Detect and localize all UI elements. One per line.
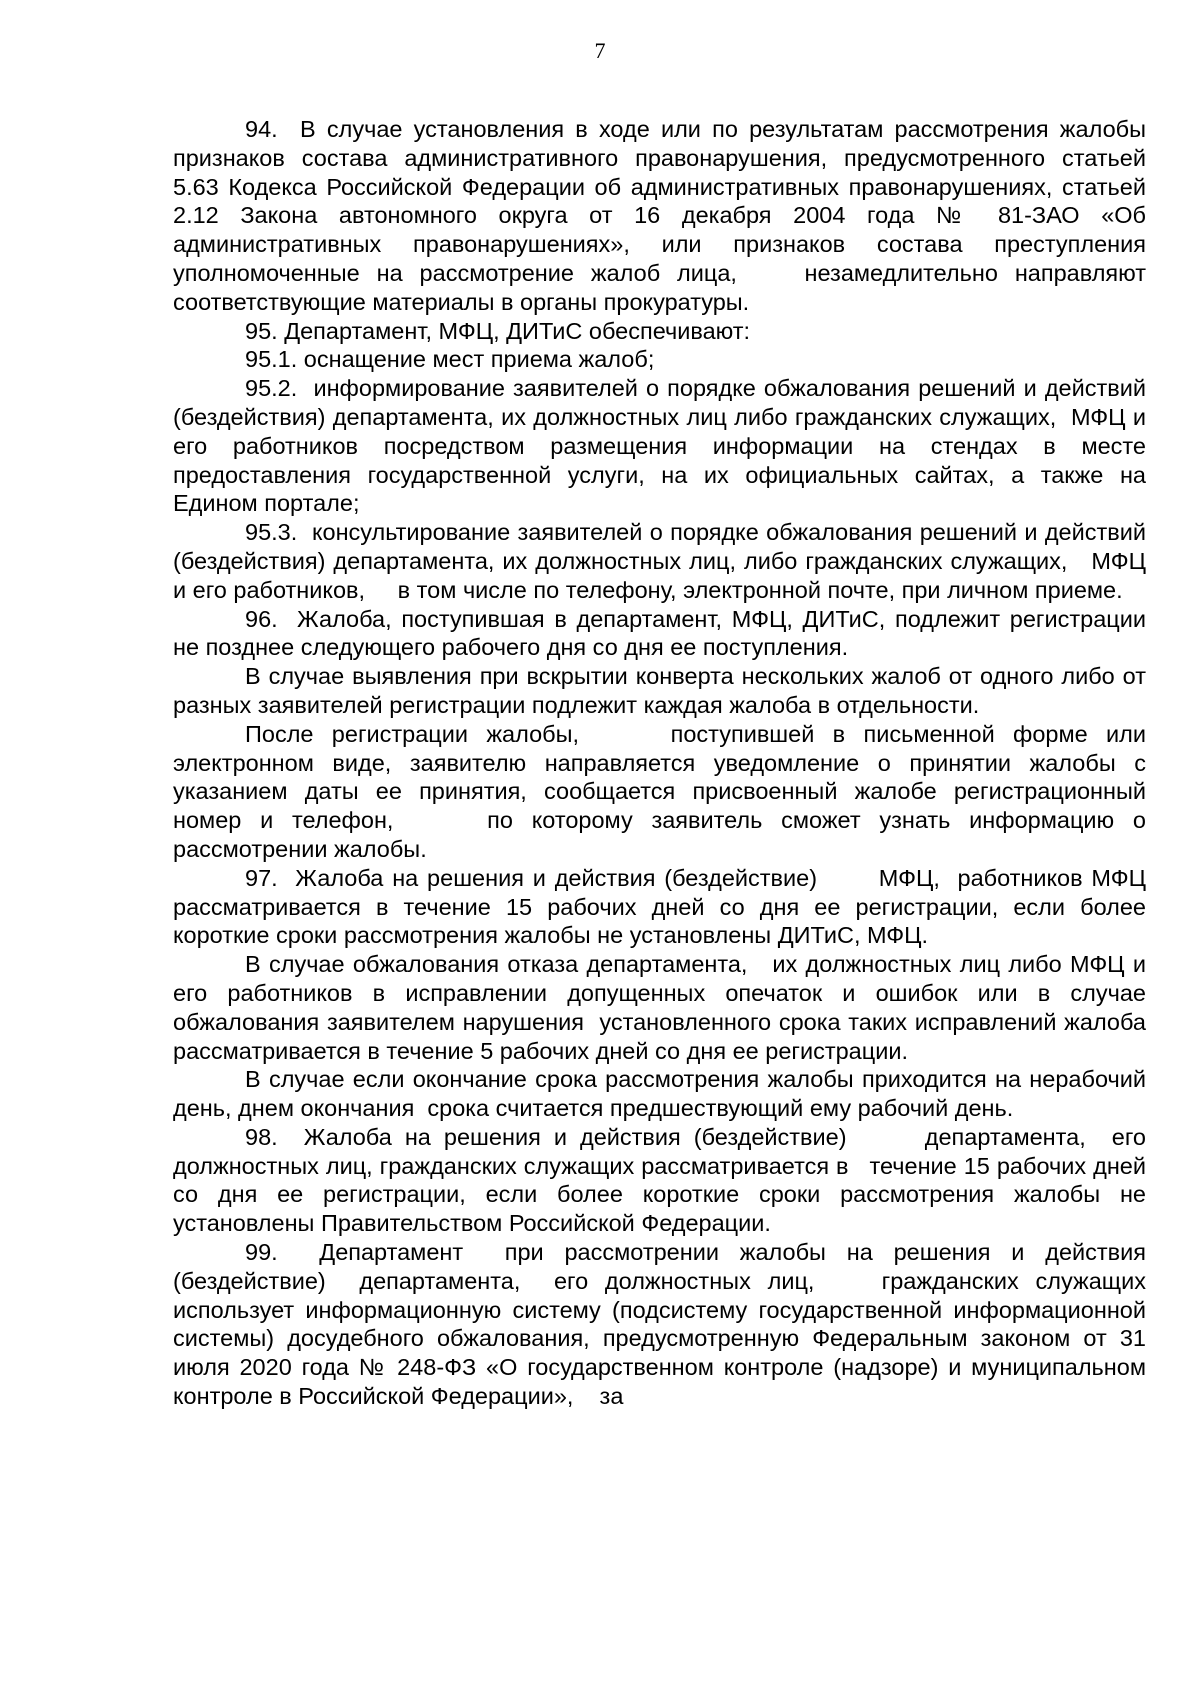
paragraph-97: 97. Жалоба на решения и действия (бездействие) МФЦ, работников МФЦ рассматривается в течение 15 рабочих дней со дня ее регистрации, если более короткие сроки рассмотрения жалобы не установлены ДИТиС, МФЦ. [173, 864, 1153, 949]
paragraph-99: 99. Департамент при рассмотрении жалобы на решения и действия (бездействие) департамента, его должностных лиц, гражданских служащих использует информационную систему (подсистему государственной информационной системы) досудебного обжалования, предусмотренную Федеральным законом от 31 июля 2020 года № 248-ФЗ «О государственном контроле (надзоре) и муниципальном контроле в Российской Федерации», за [173, 1239, 1153, 1410]
paragraph-95-2: 95.2. информирование заявителей о порядке обжалования решений и действий (бездействия) департамента, их должностных лиц либо гражданских служащих, МФЦ и его работников посредством размещения информации на стендах в месте предоставления государственной услуги, на их официальных сайтах, а также на Едином портале; [173, 375, 1153, 517]
paragraph-94: 94. В случае установления в ходе или по результатам рассмотрения жалобы признаков состава административного правонарушения, предусмотренного статьей 5.63 Кодекса Российской Федерации об административных правонарушениях, статьей 2.12 Закона автономного округа от 16 декабря 2004 года № 81-ЗАО «Об административных правонарушениях», или признаков состава преступления уполномоченные на рассмотрение жалоб лица, незамедлительно направляют соответствующие материалы в органы прокуратуры. [173, 116, 1153, 315]
paragraph-98: 98. Жалоба на решения и действия (бездействие) департамента, его должностных лиц, гражданских служащих рассматривается в течение 15 рабочих дней со дня ее регистрации, если более короткие сроки рассмотрения жалобы не установлены Правительством Российской Федерации. [173, 1123, 1153, 1237]
paragraph-95-3: 95.3. консультирование заявителей о порядке обжалования решений и действий (бездействия) департамента, их должностных лиц, либо гражданских служащих, МФЦ и его работников, в том числе по телефону, электронной почте, при личном приеме. [173, 519, 1153, 603]
paragraph-96-notification: После регистрации жалобы, поступившей в письменной форме или электронном виде, заявителю направляется уведомление о принятии жалобы с указанием даты ее принятия, сообщается присвоенный жалобе регистрационный номер и телефон, по которому заявитель сможет узнать информацию о рассмотрении жалобы. [173, 720, 1153, 862]
page-number: 7 [594, 38, 606, 63]
paragraph-95-1: 95.1. оснащение мест приема жалоб; [245, 346, 655, 373]
paragraph-96: 96. Жалоба, поступившая в департамент, МФЦ, ДИТиС, подлежит регистрации не позднее следующего рабочего дня со дня ее поступления. [173, 605, 1153, 661]
paragraph-97-appeal: В случае обжалования отказа департамента, их должностных лиц либо МФЦ и его работников в исправлении допущенных опечаток и ошибок или в случае обжалования заявителем нарушения установленного срока таких исправлений жалоба рассматривается в течение 5 рабочих дней со дня ее регистрации. [173, 951, 1153, 1064]
paragraph-97-nonworking-day: В случае если окончание срока рассмотрения жалобы приходится на нерабочий день, днем окончания срока считается предшествующий ему рабочий день. [173, 1066, 1153, 1122]
paragraph-96-envelope: В случае выявления при вскрытии конверта нескольких жалоб от одного либо от разных заявителей регистрации подлежит каждая жалоба в отдельности. [173, 663, 1153, 718]
paragraph-95: 95. Департамент, МФЦ, ДИТиС обеспечивают: [245, 317, 751, 344]
document-body [173, 115, 1153, 1411]
